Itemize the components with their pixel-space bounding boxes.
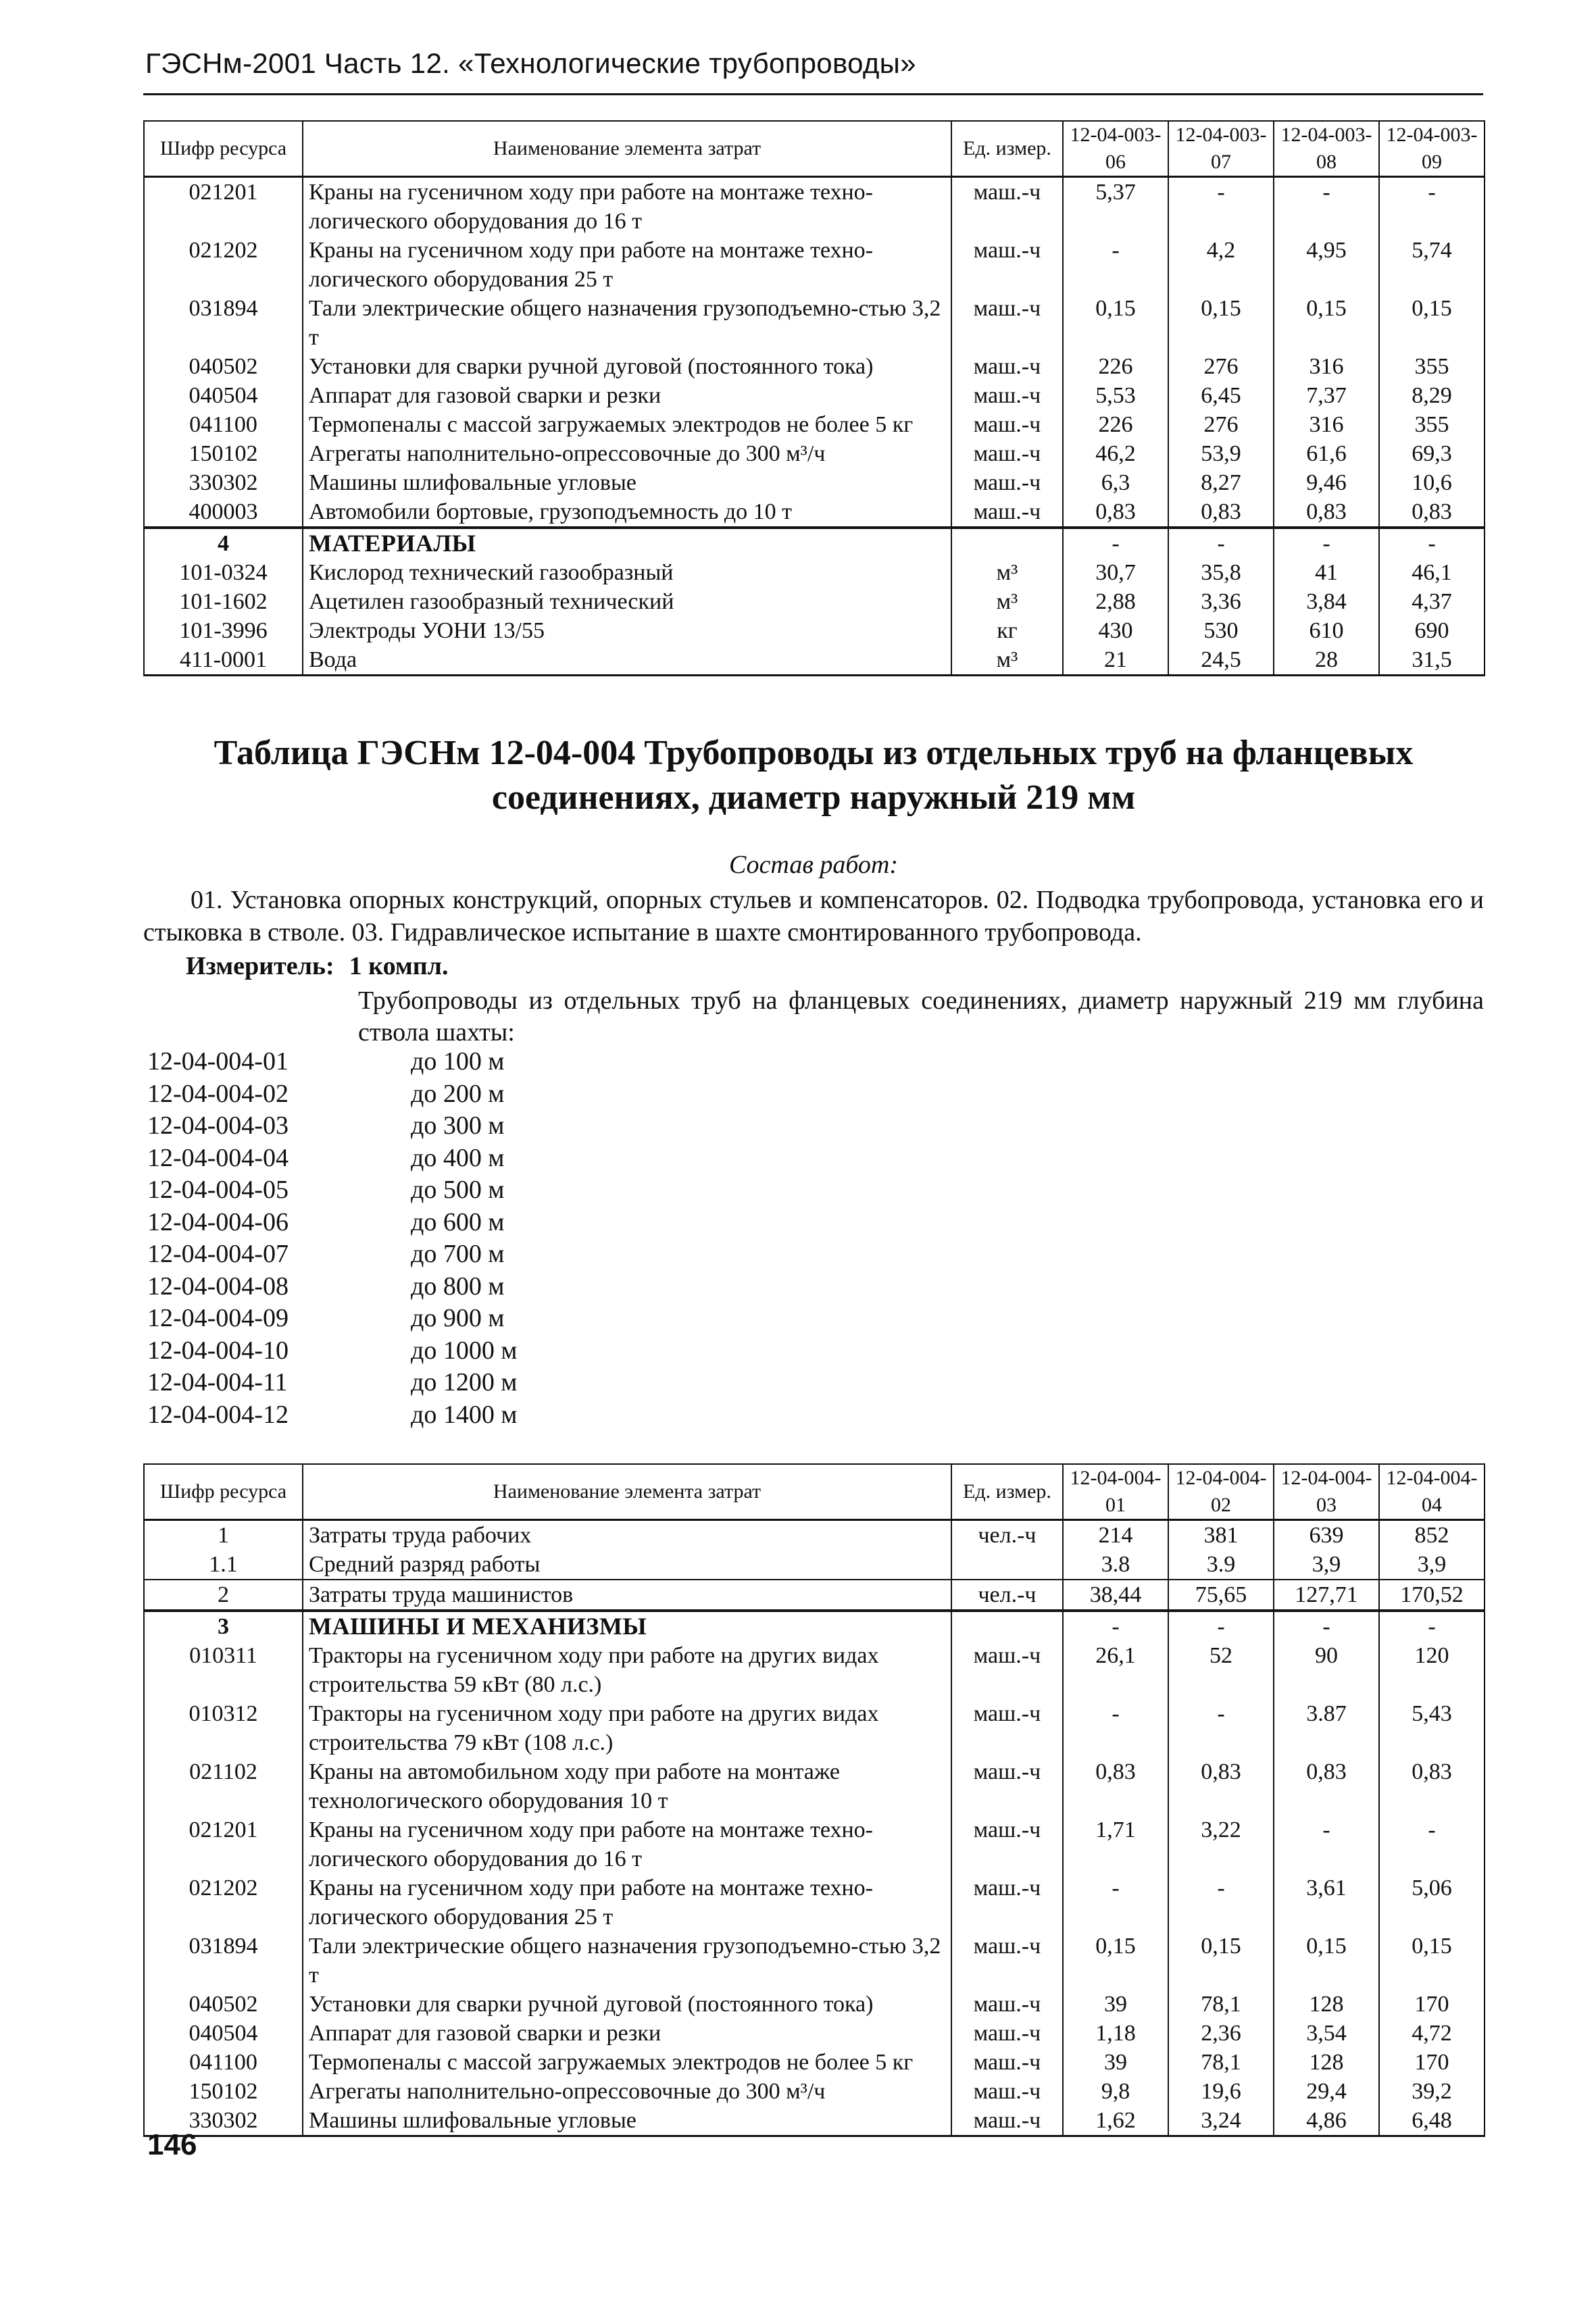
composition-title: Состав работ: — [728, 851, 899, 879]
resource-unit: кг — [951, 616, 1063, 645]
resource-value: - — [1168, 1611, 1274, 1641]
table-row — [144, 587, 1485, 616]
variant-code: 12-04-004-03 — [147, 1111, 289, 1140]
resource-unit: маш.-ч — [951, 468, 1063, 497]
column-header: 12-04-004-02 — [1168, 1464, 1274, 1520]
resource-unit: маш.-ч — [951, 294, 1063, 352]
resource-unit: маш.-ч — [951, 497, 1063, 528]
resource-name: Машины шлифовальные угловые — [303, 468, 951, 497]
resource-value: - — [1274, 528, 1379, 558]
header-rule — [143, 93, 1483, 95]
variant-item — [147, 1238, 517, 1271]
resource-value: 355 — [1379, 410, 1485, 439]
column-header: 12-04-003-09 — [1379, 121, 1485, 177]
resource-value: 0,15 — [1168, 1932, 1274, 1990]
variant-depth: до 200 м — [411, 1079, 505, 1108]
resource-code: 101-0324 — [144, 558, 303, 587]
resource-name: Затраты труда рабочих — [303, 1520, 951, 1551]
resource-name: Автомобили бортовые, грузоподъемность до 10 т — [303, 497, 951, 528]
resource-unit: маш.-ч — [951, 2106, 1063, 2136]
column-header: 12-04-004-04 — [1379, 1464, 1485, 1520]
variant-item — [147, 1303, 517, 1335]
resource-value: 852 — [1379, 1520, 1485, 1551]
resource-value: 0,83 — [1063, 1757, 1168, 1815]
resource-value: 0,15 — [1379, 294, 1485, 352]
resource-value: - — [1168, 528, 1274, 558]
resource-value: 3,9 — [1274, 1550, 1379, 1580]
variant-code: 12-04-004-07 — [147, 1240, 289, 1268]
resource-value: 0,83 — [1168, 1757, 1274, 1815]
table-row — [144, 1873, 1485, 1932]
resource-value: 128 — [1274, 2048, 1379, 2077]
table-row — [144, 2077, 1485, 2106]
table-row — [144, 616, 1485, 645]
variant-depth: до 300 м — [411, 1111, 505, 1140]
resource-value: 26,1 — [1063, 1641, 1168, 1699]
resource-name: Тракторы на гусеничном ходу при работе на других видах строительства 59 кВт (80 л.с.) — [303, 1641, 951, 1699]
variant-depth: до 700 м — [411, 1240, 505, 1268]
resource-name: Средний разряд работы — [303, 1550, 951, 1580]
resource-unit: маш.-ч — [951, 2048, 1063, 2077]
resource-value: - — [1379, 1611, 1485, 1641]
variant-depth: до 1200 м — [411, 1368, 518, 1397]
resource-value: 3,54 — [1274, 2019, 1379, 2048]
resource-code: 021102 — [144, 1757, 303, 1815]
resource-name: Установки для сварки ручной дуговой (постоянного тока) — [303, 352, 951, 381]
resource-code: 150102 — [144, 2077, 303, 2106]
resource-value: 19,6 — [1168, 2077, 1274, 2106]
resource-value: 3,22 — [1168, 1815, 1274, 1873]
resource-value: 3,9 — [1379, 1550, 1485, 1580]
resource-code: 010311 — [144, 1641, 303, 1699]
resource-name: Агрегаты наполнительно-опрессовочные до 300 м³/ч — [303, 2077, 951, 2106]
resource-unit: маш.-ч — [951, 1757, 1063, 1815]
resource-unit: маш.-ч — [951, 1815, 1063, 1873]
resource-name: Тракторы на гусеничном ходу при работе на других видах строительства 79 кВт (108 л.с.) — [303, 1699, 951, 1757]
resource-value: 316 — [1274, 410, 1379, 439]
resource-unit: маш.-ч — [951, 1932, 1063, 1990]
table-row — [144, 1932, 1485, 1990]
resource-value: 381 — [1168, 1520, 1274, 1551]
variant-code: 12-04-004-12 — [147, 1400, 289, 1429]
table-row — [144, 2048, 1485, 2077]
resource-value: 3.9 — [1168, 1550, 1274, 1580]
table-description: Трубопроводы из отдельных труб на фланцевых соединениях, диаметр наружный 219 мм глубина ствола шахты: — [358, 986, 1484, 1047]
resource-value: 6,45 — [1168, 381, 1274, 410]
resource-unit: маш.-ч — [951, 1990, 1063, 2019]
table-row — [144, 1580, 1485, 1611]
column-header: Наименование элемента затрат — [303, 1464, 951, 1520]
page-number: 146 — [147, 2128, 197, 2161]
resource-value: - — [1063, 1699, 1168, 1757]
resource-code: 4 — [144, 528, 303, 558]
resource-value: - — [1379, 177, 1485, 236]
resource-value: 0,15 — [1063, 1932, 1168, 1990]
column-header: Ед. измер. — [951, 121, 1063, 177]
variant-depth: до 900 м — [411, 1304, 505, 1332]
table-row — [144, 1550, 1485, 1580]
resource-code: 021202 — [144, 236, 303, 294]
resource-value: 75,65 — [1168, 1580, 1274, 1611]
resource-unit: м³ — [951, 558, 1063, 587]
table-row — [144, 645, 1485, 676]
variant-code: 12-04-004-01 — [147, 1047, 289, 1076]
resource-value: 21 — [1063, 645, 1168, 676]
variant-item — [147, 1271, 517, 1303]
resource-value: 39,2 — [1379, 2077, 1485, 2106]
resource-value: 7,37 — [1274, 381, 1379, 410]
resource-value: 5,43 — [1379, 1699, 1485, 1757]
resource-value: - — [1379, 528, 1485, 558]
variant-item — [147, 1142, 517, 1175]
resource-value: 170,52 — [1379, 1580, 1485, 1611]
column-header: 12-04-003-08 — [1274, 121, 1379, 177]
resource-value: 78,1 — [1168, 2048, 1274, 2077]
resource-value: 61,6 — [1274, 439, 1379, 468]
resource-value: - — [1168, 1699, 1274, 1757]
variant-item — [147, 1207, 517, 1239]
variant-code: 12-04-004-06 — [147, 1207, 289, 1236]
resource-code: 330302 — [144, 2106, 303, 2136]
resource-value: 78,1 — [1168, 1990, 1274, 2019]
table-title: Таблица ГЭСНм 12-04-004 Трубопроводы из отдельных труб на фланцевых соединениях, диаметр наружный 219 мм — [214, 734, 1414, 817]
table-row — [144, 2106, 1485, 2136]
resource-value: 30,7 — [1063, 558, 1168, 587]
resource-value: 639 — [1274, 1520, 1379, 1551]
table-row — [144, 2019, 1485, 2048]
resource-value: 0,83 — [1274, 497, 1379, 528]
variant-code: 12-04-004-08 — [147, 1272, 289, 1301]
resource-code: 2 — [144, 1580, 303, 1611]
resource-value: 127,71 — [1274, 1580, 1379, 1611]
resource-value: 0,83 — [1379, 497, 1485, 528]
resource-code: 041100 — [144, 2048, 303, 2077]
resource-unit: маш.-ч — [951, 352, 1063, 381]
variant-depth: до 400 м — [411, 1143, 505, 1172]
resource-code: 031894 — [144, 294, 303, 352]
resource-value: 10,6 — [1379, 468, 1485, 497]
resource-value: 3.8 — [1063, 1550, 1168, 1580]
resource-code: 330302 — [144, 468, 303, 497]
resource-code: 041100 — [144, 410, 303, 439]
variant-item — [147, 1174, 517, 1207]
resource-value: 276 — [1168, 410, 1274, 439]
resource-value: 430 — [1063, 616, 1168, 645]
resource-code: 040504 — [144, 2019, 303, 2048]
resource-value: 31,5 — [1379, 645, 1485, 676]
resource-value: 0,83 — [1168, 497, 1274, 528]
resource-value: 610 — [1274, 616, 1379, 645]
variant-depth: до 1000 м — [411, 1336, 518, 1365]
resource-name: Термопеналы с массой загружаемых электродов не более 5 кг — [303, 410, 951, 439]
resource-name: Краны на гусеничном ходу при работе на монтаже техно-логического оборудования 25 т — [303, 1873, 951, 1932]
resource-name: Агрегаты наполнительно-опрессовочные до 300 м³/ч — [303, 439, 951, 468]
composition-text: 01. Установка опорных конструкций, опорных стульев и компенсаторов. 02. Подводка трубопровода, установка его и стыковка в стволе. 03. Гидравлическое испытание в шахте смонтированного трубопровода. — [143, 886, 1484, 947]
table-row — [144, 1611, 1485, 1641]
resource-name: Затраты труда машинистов — [303, 1580, 951, 1611]
resource-value: 28 — [1274, 645, 1379, 676]
resource-code: 040502 — [144, 352, 303, 381]
resource-value: 1,18 — [1063, 2019, 1168, 2048]
table-row — [144, 1641, 1485, 1699]
resource-table-003 — [143, 120, 1485, 676]
column-header: Наименование элемента затрат — [303, 121, 951, 177]
column-header: 12-04-004-03 — [1274, 1464, 1379, 1520]
resource-value: 5,37 — [1063, 177, 1168, 236]
resource-value: 5,74 — [1379, 236, 1485, 294]
resource-name: Ацетилен газообразный технический — [303, 587, 951, 616]
resource-table-004 — [143, 1463, 1485, 2137]
column-header: Ед. измер. — [951, 1464, 1063, 1520]
resource-value: 41 — [1274, 558, 1379, 587]
resource-value: 8,29 — [1379, 381, 1485, 410]
resource-code: 101-1602 — [144, 587, 303, 616]
resource-unit: маш.-ч — [951, 236, 1063, 294]
resource-value: 120 — [1379, 1641, 1485, 1699]
resource-name: Кислород технический газообразный — [303, 558, 951, 587]
variant-item — [147, 1046, 517, 1078]
resource-name: Вода — [303, 645, 951, 676]
resource-value: 2,88 — [1063, 587, 1168, 616]
resource-value: 9,46 — [1274, 468, 1379, 497]
resource-value: 3,84 — [1274, 587, 1379, 616]
table-row — [144, 177, 1485, 236]
table-row — [144, 381, 1485, 410]
resource-value: 1,62 — [1063, 2106, 1168, 2136]
resource-unit — [951, 1550, 1063, 1580]
resource-unit: маш.-ч — [951, 381, 1063, 410]
variant-depth: до 600 м — [411, 1207, 505, 1236]
resource-value: - — [1379, 1815, 1485, 1873]
variant-depth: до 800 м — [411, 1272, 505, 1301]
variant-item — [147, 1110, 517, 1142]
resource-value: 530 — [1168, 616, 1274, 645]
resource-code: 150102 — [144, 439, 303, 468]
resource-code: 021201 — [144, 1815, 303, 1873]
table-row — [144, 1699, 1485, 1757]
variant-item — [147, 1399, 517, 1432]
resource-name: Аппарат для газовой сварки и резки — [303, 2019, 951, 2048]
column-header: 12-04-004-01 — [1063, 1464, 1168, 1520]
resource-value: 0,15 — [1274, 1932, 1379, 1990]
resource-value: - — [1168, 177, 1274, 236]
resource-unit: маш.-ч — [951, 1873, 1063, 1932]
table-row — [144, 558, 1485, 587]
resource-value: 3,24 — [1168, 2106, 1274, 2136]
resource-name: Тали электрические общего назначения грузоподъемно-стью 3,2 т — [303, 1932, 951, 1990]
resource-value: 3,36 — [1168, 587, 1274, 616]
meter-value: 1 компл. — [349, 952, 449, 980]
resource-value: 5,06 — [1379, 1873, 1485, 1932]
resource-value: - — [1274, 1815, 1379, 1873]
resource-value: 39 — [1063, 2048, 1168, 2077]
resource-name: Электроды УОНИ 13/55 — [303, 616, 951, 645]
resource-value: 9,8 — [1063, 2077, 1168, 2106]
resource-value: - — [1274, 1611, 1379, 1641]
resource-value: 355 — [1379, 352, 1485, 381]
meter-label: Измеритель: — [186, 952, 334, 980]
resource-code: 021201 — [144, 177, 303, 236]
meter-row — [186, 951, 448, 981]
resource-value: 90 — [1274, 1641, 1379, 1699]
variant-code: 12-04-004-09 — [147, 1304, 289, 1332]
resource-unit: м³ — [951, 645, 1063, 676]
resource-value: 46,1 — [1379, 558, 1485, 587]
resource-value: 0,15 — [1379, 1932, 1485, 1990]
resource-value: 1,71 — [1063, 1815, 1168, 1873]
resource-code: 101-3996 — [144, 616, 303, 645]
column-header: 12-04-003-07 — [1168, 121, 1274, 177]
resource-unit — [951, 528, 1063, 558]
resource-value: 35,8 — [1168, 558, 1274, 587]
resource-name: МАТЕРИАЛЫ — [303, 528, 951, 558]
column-header: 12-04-003-06 — [1063, 121, 1168, 177]
resource-value: 0,83 — [1379, 1757, 1485, 1815]
resource-value: 69,3 — [1379, 439, 1485, 468]
table-row — [144, 410, 1485, 439]
table-row — [144, 236, 1485, 294]
resource-unit: м³ — [951, 587, 1063, 616]
table-row — [144, 1815, 1485, 1873]
resource-name: Установки для сварки ручной дуговой (постоянного тока) — [303, 1990, 951, 2019]
resource-value: 4,86 — [1274, 2106, 1379, 2136]
resource-value: 214 — [1063, 1520, 1168, 1551]
variant-code: 12-04-004-04 — [147, 1143, 289, 1172]
resource-value: 24,5 — [1168, 645, 1274, 676]
variant-item — [147, 1367, 517, 1399]
resource-code: 3 — [144, 1611, 303, 1641]
resource-code: 040502 — [144, 1990, 303, 2019]
resource-unit: маш.-ч — [951, 1641, 1063, 1699]
resource-value: 3.87 — [1274, 1699, 1379, 1757]
resource-value: 52 — [1168, 1641, 1274, 1699]
column-header: Шифр ресурса — [144, 121, 303, 177]
resource-value: 4,72 — [1379, 2019, 1485, 2048]
resource-code: 021202 — [144, 1873, 303, 1932]
table-row — [144, 352, 1485, 381]
resource-unit: чел.-ч — [951, 1580, 1063, 1611]
resource-code: 031894 — [144, 1932, 303, 1990]
variant-depth: до 1400 м — [411, 1400, 518, 1429]
table-row — [144, 468, 1485, 497]
resource-code: 411-0001 — [144, 645, 303, 676]
resource-code: 040504 — [144, 381, 303, 410]
resource-value: 29,4 — [1274, 2077, 1379, 2106]
resource-value: 316 — [1274, 352, 1379, 381]
resource-code: 1.1 — [144, 1550, 303, 1580]
variant-depth: до 500 м — [411, 1176, 505, 1204]
resource-unit — [951, 1611, 1063, 1641]
resource-value: - — [1168, 1873, 1274, 1932]
table-row — [144, 1757, 1485, 1815]
resource-name: Краны на гусеничном ходу при работе на монтаже техно-логического оборудования до 16 т — [303, 177, 951, 236]
resource-name: Краны на гусеничном ходу при работе на монтаже техно-логического оборудования до 16 т — [303, 1815, 951, 1873]
resource-value: - — [1063, 1611, 1168, 1641]
resource-name: Краны на автомобильном ходу при работе на монтаже технологического оборудования 10 т — [303, 1757, 951, 1815]
resource-value: 5,53 — [1063, 381, 1168, 410]
resource-value: 276 — [1168, 352, 1274, 381]
table-row — [144, 1520, 1485, 1551]
running-header: ГЭСНм-2001 Часть 12. «Технологические трубопроводы» — [145, 47, 916, 79]
resource-value: 39 — [1063, 1990, 1168, 2019]
resource-name: Тали электрические общего назначения грузоподъемно-стью 3,2 т — [303, 294, 951, 352]
resource-value: - — [1063, 236, 1168, 294]
resource-value: 0,83 — [1063, 497, 1168, 528]
resource-unit: маш.-ч — [951, 177, 1063, 236]
variant-item — [147, 1335, 517, 1367]
resource-value: 2,36 — [1168, 2019, 1274, 2048]
resource-unit: маш.-ч — [951, 1699, 1063, 1757]
resource-unit: чел.-ч — [951, 1520, 1063, 1551]
table-row — [144, 497, 1485, 528]
variant-code: 12-04-004-02 — [147, 1079, 289, 1108]
resource-value: 0,15 — [1063, 294, 1168, 352]
variant-depth: до 100 м — [411, 1047, 505, 1076]
resource-code: 400003 — [144, 497, 303, 528]
resource-value: 226 — [1063, 352, 1168, 381]
table-row — [144, 528, 1485, 558]
resource-name: Краны на гусеничном ходу при работе на монтаже техно-логического оборудования 25 т — [303, 236, 951, 294]
resource-unit: маш.-ч — [951, 2019, 1063, 2048]
resource-value: - — [1063, 1873, 1168, 1932]
resource-code: 010312 — [144, 1699, 303, 1757]
resource-value: 690 — [1379, 616, 1485, 645]
variant-list — [147, 1046, 517, 1431]
resource-value: 4,95 — [1274, 236, 1379, 294]
resource-name: МАШИНЫ И МЕХАНИЗМЫ — [303, 1611, 951, 1641]
column-header: Шифр ресурса — [144, 1464, 303, 1520]
resource-name: Аппарат для газовой сварки и резки — [303, 381, 951, 410]
resource-name: Термопеналы с массой загружаемых электродов не более 5 кг — [303, 2048, 951, 2077]
table-row — [144, 294, 1485, 352]
resource-value: 170 — [1379, 2048, 1485, 2077]
table-row — [144, 439, 1485, 468]
variant-code: 12-04-004-05 — [147, 1176, 289, 1204]
table-row — [144, 1990, 1485, 2019]
resource-name: Машины шлифовальные угловые — [303, 2106, 951, 2136]
resource-code: 1 — [144, 1520, 303, 1551]
resource-value: 0,15 — [1168, 294, 1274, 352]
resource-value: - — [1274, 177, 1379, 236]
resource-value: 46,2 — [1063, 439, 1168, 468]
resource-value: - — [1063, 528, 1168, 558]
resource-value: 6,3 — [1063, 468, 1168, 497]
resource-unit: маш.-ч — [951, 439, 1063, 468]
resource-value: 6,48 — [1379, 2106, 1485, 2136]
resource-unit: маш.-ч — [951, 410, 1063, 439]
resource-value: 8,27 — [1168, 468, 1274, 497]
resource-value: 53,9 — [1168, 439, 1274, 468]
resource-value: 128 — [1274, 1990, 1379, 2019]
variant-item — [147, 1078, 517, 1111]
resource-value: 3,61 — [1274, 1873, 1379, 1932]
resource-value: 0,15 — [1274, 294, 1379, 352]
variant-code: 12-04-004-11 — [147, 1368, 288, 1397]
resource-unit: маш.-ч — [951, 2077, 1063, 2106]
resource-value: 226 — [1063, 410, 1168, 439]
resource-value: 0,83 — [1274, 1757, 1379, 1815]
variant-code: 12-04-004-10 — [147, 1336, 289, 1365]
resource-value: 4,2 — [1168, 236, 1274, 294]
resource-value: 38,44 — [1063, 1580, 1168, 1611]
resource-value: 170 — [1379, 1990, 1485, 2019]
resource-value: 4,37 — [1379, 587, 1485, 616]
